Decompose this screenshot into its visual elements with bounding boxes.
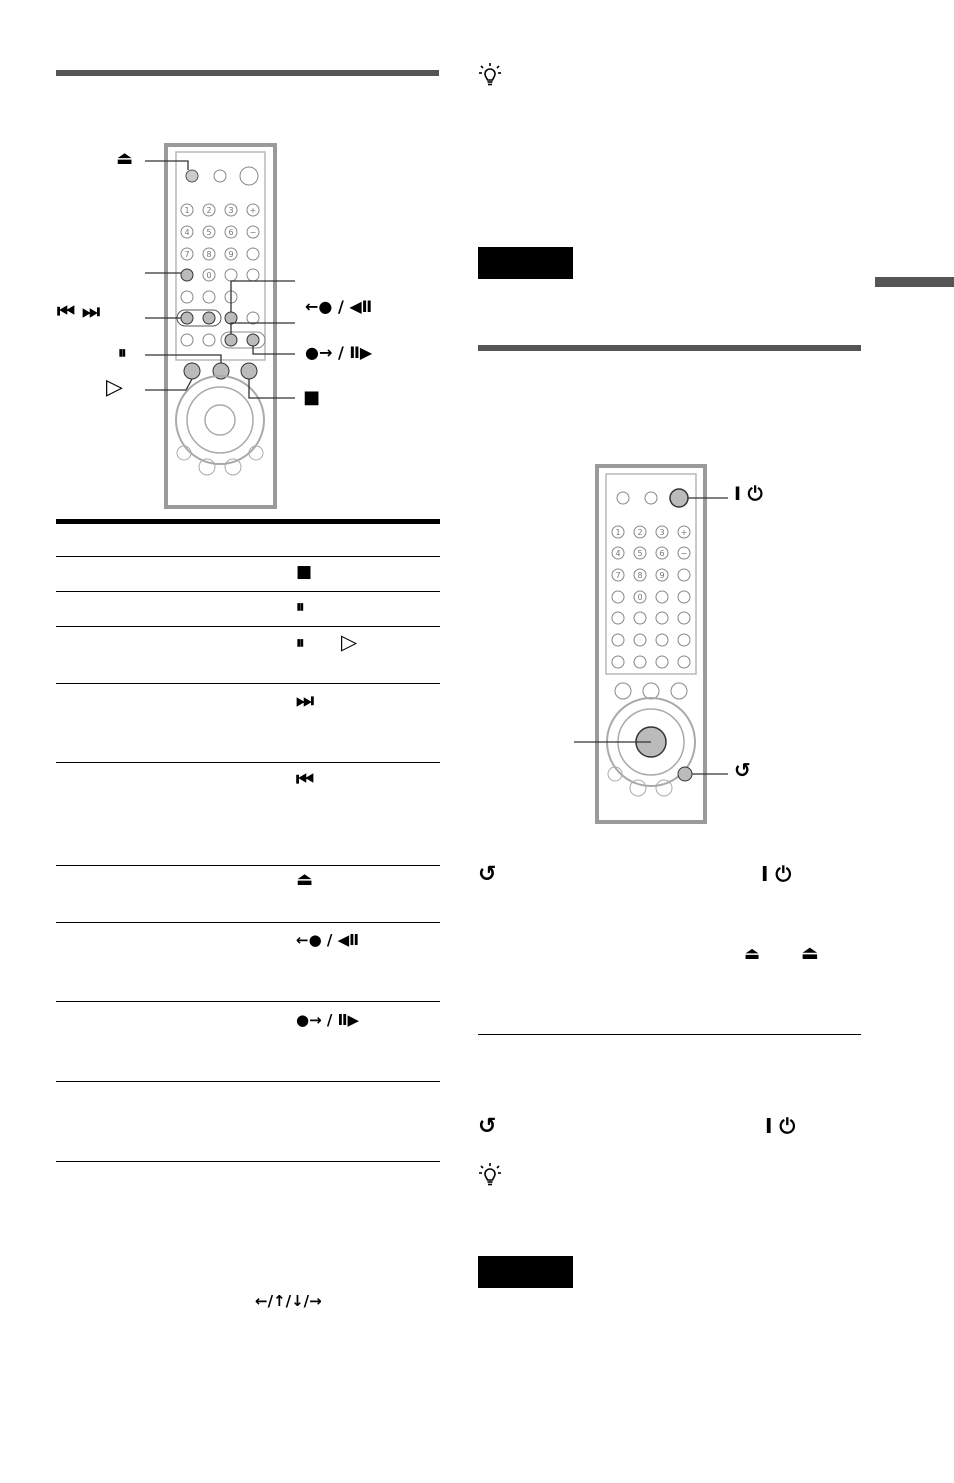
num-label: 7 <box>184 250 190 259</box>
callout-line <box>231 281 295 312</box>
callout-line <box>145 379 192 390</box>
side-tab <box>875 277 954 287</box>
replay-key <box>225 312 237 324</box>
remote-illustration-top <box>50 140 390 510</box>
num-label: 4 <box>615 549 621 558</box>
num-label: 0 <box>206 271 212 280</box>
power-symbol: I ⏻ <box>761 862 792 886</box>
table-row-rule <box>56 922 440 923</box>
table-row-rule <box>56 762 440 763</box>
lightbulb-icon <box>478 1162 502 1188</box>
arrow-keys-symbol: ←/↑/↓/→ <box>255 1292 322 1310</box>
num-label: 9 <box>659 571 665 580</box>
num-label: 3 <box>659 528 665 537</box>
replay-step-key <box>225 334 237 346</box>
num-label: 6 <box>228 228 234 237</box>
table-row-symbol: ⏭ <box>296 688 314 712</box>
section-rule-right <box>478 345 861 351</box>
num-label: 8 <box>206 250 212 259</box>
num-label: 1 <box>184 206 190 215</box>
table-row-symbol-2: ▷ <box>341 630 358 654</box>
next-key <box>203 312 215 324</box>
table-row-symbol: ⏸ <box>296 597 305 617</box>
minus-label: − <box>249 228 257 237</box>
eject-key <box>186 170 198 182</box>
section-divider <box>478 1034 861 1035</box>
plus-label: + <box>249 206 257 215</box>
table-row-rule <box>56 1081 440 1082</box>
eject-symbol-open: ⏏ <box>744 944 761 964</box>
stop-callout: ■ <box>303 387 321 408</box>
num-label: 3 <box>228 206 234 215</box>
return-symbol: ↺ <box>478 862 497 887</box>
lightbulb-icon <box>478 62 502 88</box>
return-symbol: ↺ <box>478 1114 497 1139</box>
table-header-rule <box>56 556 440 557</box>
advance-callout: ●→ / Ⅱ▶ <box>305 343 373 362</box>
table-row-rule <box>56 865 440 866</box>
table-row-rule <box>56 683 440 684</box>
pause-callout: ⏸ <box>118 343 127 363</box>
num-label: 5 <box>637 549 643 558</box>
num-label: 0 <box>637 593 643 602</box>
num-label: 5 <box>206 228 212 237</box>
num-label: 2 <box>637 528 643 537</box>
play-key <box>184 363 200 379</box>
num-label: 4 <box>184 228 190 237</box>
plus-label: + <box>680 528 688 537</box>
table-row-rule <box>56 626 440 627</box>
table-row-rule <box>56 591 440 592</box>
power-callout: I ⏻ <box>734 483 763 505</box>
table-top-rule <box>56 519 440 524</box>
return-key <box>678 767 692 781</box>
num-label: 8 <box>637 571 643 580</box>
table-bottom-rule <box>56 1161 440 1162</box>
table-row-symbol: ●→ / Ⅱ▶ <box>296 1011 359 1029</box>
minus-label: − <box>680 549 688 558</box>
replay-callout: ←● / ◀Ⅱ <box>305 297 373 316</box>
num-label: 7 <box>615 571 621 580</box>
eject-callout: ⏏ <box>116 148 134 169</box>
return-callout: ↺ <box>734 758 751 782</box>
power-symbol: I ⏻ <box>765 1114 796 1138</box>
section-rule-left <box>56 70 439 76</box>
num-label: 2 <box>206 206 212 215</box>
highlight-key <box>181 269 193 281</box>
table-row-symbol: ■ <box>296 562 313 582</box>
table-row-symbol: ⏏ <box>296 869 314 890</box>
play-callout: ▷ <box>106 375 123 400</box>
num-label: 1 <box>615 528 621 537</box>
callout-line <box>145 355 221 363</box>
eject-symbol-solid: ⏏ <box>801 942 819 964</box>
prev-next-callout: ⏮ ⏭ <box>57 299 100 323</box>
advance-step-key <box>247 334 259 346</box>
num-label: 6 <box>659 549 665 558</box>
num-label: 9 <box>228 250 234 259</box>
power-key <box>670 489 688 507</box>
table-row-symbol: ←● / ◀Ⅱ <box>296 931 359 949</box>
table-row-symbol: ⏮ <box>296 767 314 791</box>
note-label-box <box>478 1256 573 1288</box>
table-row-symbol: ⏸ <box>296 633 305 653</box>
note-label-box <box>478 247 573 279</box>
stop-key <box>241 363 257 379</box>
table-row-rule <box>56 1001 440 1002</box>
prev-key <box>181 312 193 324</box>
